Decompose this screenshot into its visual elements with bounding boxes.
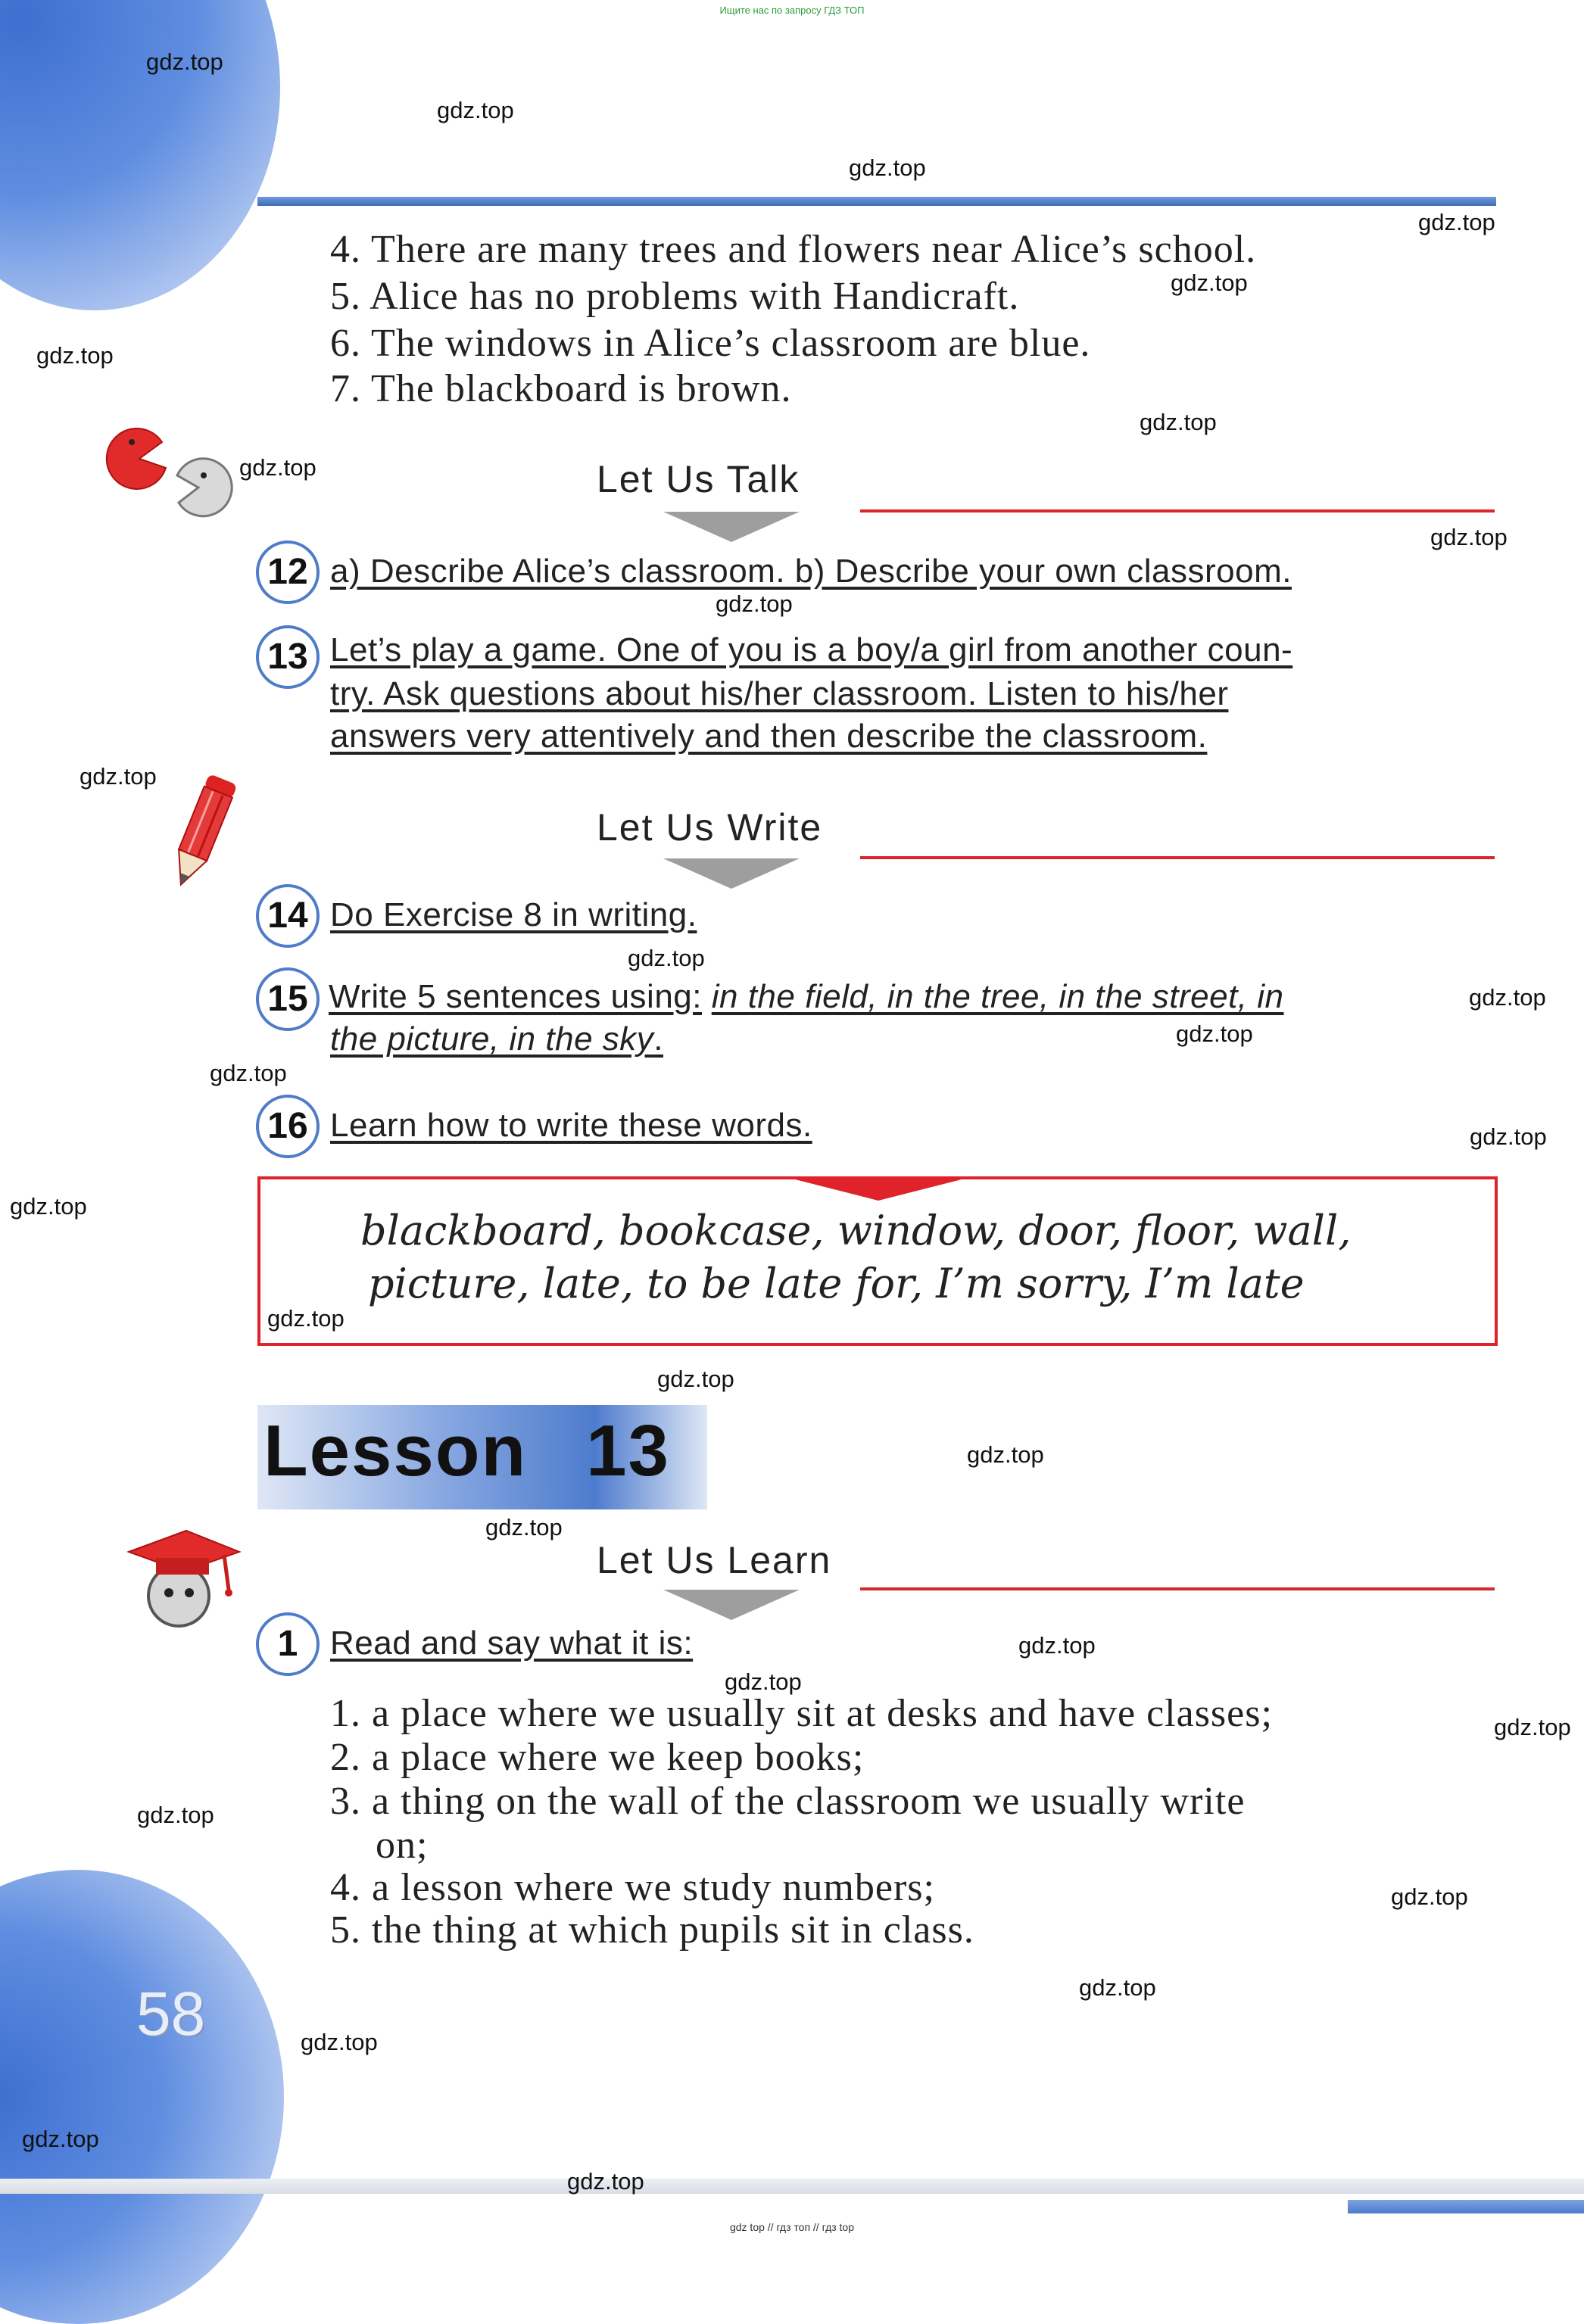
section-title-learn: Let Us Learn — [597, 1539, 832, 1581]
statement-6: 6. The windows in Alice’s classroom are blue. — [330, 322, 1091, 365]
header-note: Ищите нас по запросу ГДЗ ТОП — [719, 5, 865, 16]
task-number-1: 1 — [256, 1612, 320, 1676]
task-14-label: Do Exercise 8 in writing. — [330, 896, 697, 933]
task-15-line-2: the picture, in the sky. — [330, 1020, 663, 1058]
task-13-line-3 — [330, 718, 1207, 755]
task-number-16: 16 — [256, 1095, 320, 1158]
task-15-line-1 — [329, 978, 1284, 1016]
bottom-strip — [0, 2179, 1584, 2194]
watermark: gdz.top — [1018, 1632, 1096, 1659]
watermark: gdz.top — [1494, 1714, 1571, 1740]
watermark: gdz.top — [36, 342, 114, 369]
watermark: gdz.top — [210, 1060, 287, 1086]
watermark: gdz.top — [1140, 409, 1217, 435]
watermark: gdz.top — [267, 1305, 345, 1332]
watermark: gdz.top — [239, 454, 316, 481]
lesson-word: Lesson — [263, 1410, 528, 1491]
watermark: gdz.top — [567, 2168, 644, 2195]
task-13-line-1 — [330, 631, 1292, 669]
lesson-number: 13 — [586, 1410, 670, 1491]
lesson-item-3-cont: on; — [376, 1824, 429, 1867]
watermark: gdz.top — [967, 1441, 1044, 1468]
section-title-write: Let Us Write — [597, 806, 823, 849]
corner-decoration-bottom — [0, 1870, 284, 2324]
task-13-text-3: answers very attentively and then describe the classroom. — [330, 718, 1208, 755]
watermark: gdz.top — [1171, 269, 1248, 296]
task-13-text-2: try. Ask questions about his/her classroom. Listen to his/her — [330, 675, 1229, 712]
task-number-12: 12 — [256, 541, 320, 604]
pacman-icon — [101, 421, 245, 527]
watermark: gdz.top — [137, 1802, 214, 1828]
watermark: gdz.top — [301, 2029, 378, 2055]
watermark: gdz.top — [1469, 984, 1546, 1011]
statement-7: 7. The blackboard is brown. — [330, 367, 792, 410]
section-rule — [860, 1587, 1495, 1590]
section-rule — [860, 509, 1495, 512]
task-15-italic-1: in the field, in the tree, in the street, in — [711, 978, 1284, 1015]
section-arrow — [663, 1590, 800, 1620]
watermark: gdz.top — [1391, 1883, 1468, 1910]
watermark: gdz.top — [80, 763, 157, 790]
lesson-item-2: 2. a place where we keep books; — [330, 1736, 865, 1779]
watermark: gdz.top — [485, 1514, 563, 1541]
footer-note: gdz top // гдз топ // гдз top — [729, 2221, 855, 2233]
watermark: gdz.top — [1418, 209, 1495, 235]
lesson-item-1: 1. a place where we usually sit at desks and have classes; — [330, 1692, 1273, 1735]
page-number: 58 — [136, 1980, 206, 2048]
task-14-text — [330, 896, 697, 934]
watermark: gdz.top — [1470, 1123, 1547, 1150]
vocabulary-box-arrow — [795, 1179, 962, 1201]
lesson-item-5: 5. the thing at which pupils sit in class. — [330, 1908, 974, 1952]
task-16-text — [330, 1107, 812, 1145]
task-16-label: Learn how to write these words. — [330, 1107, 812, 1144]
section-arrow — [663, 512, 800, 542]
bottom-strip-accent — [1348, 2200, 1584, 2213]
task-1-label: Read and say what it is: — [330, 1625, 694, 1662]
task-1-text — [330, 1625, 693, 1662]
task-number-15: 15 — [256, 967, 320, 1031]
watermark: gdz.top — [10, 1193, 87, 1220]
corner-decoration-top — [0, 0, 280, 310]
section-rule — [860, 856, 1495, 859]
task-number-14: 14 — [256, 884, 320, 948]
lesson-item-4: 4. a lesson where we study numbers; — [330, 1866, 935, 1909]
vocabulary-line-2: picture, late, to be late for, I’m sorry, I’m late — [368, 1260, 1305, 1307]
task-13-line-2 — [330, 675, 1228, 713]
watermark: gdz.top — [1176, 1020, 1253, 1047]
watermark: gdz.top — [716, 590, 793, 617]
task-12-label: a) Describe Alice’s classroom. b) Describe your own classroom. — [330, 553, 1292, 590]
task-15-italic-2: the picture, in the sky — [330, 1020, 654, 1058]
watermark: gdz.top — [1079, 1974, 1156, 2001]
watermark: gdz.top — [22, 2126, 99, 2152]
lesson-item-3: 3. a thing on the wall of the classroom we usually write — [330, 1780, 1246, 1823]
task-number-13: 13 — [256, 625, 320, 689]
task-15-prefix: Write 5 sentences using: — [329, 978, 702, 1015]
lesson-heading — [263, 1410, 670, 1493]
statement-4: 4. There are many trees and flowers near Alice’s school. — [330, 228, 1257, 271]
watermark: gdz.top — [1430, 524, 1508, 550]
task-12-text — [330, 553, 1292, 590]
watermark: gdz.top — [628, 945, 705, 971]
graduate-icon — [126, 1525, 247, 1631]
section-title-talk: Let Us Talk — [597, 458, 800, 500]
watermark: gdz.top — [849, 154, 926, 181]
watermark: gdz.top — [146, 48, 223, 75]
watermark: gdz.top — [657, 1366, 734, 1392]
pencil-icon — [161, 768, 244, 896]
statement-5: 5. Alice has no problems with Handicraft. — [330, 275, 1020, 318]
top-divider — [257, 197, 1496, 206]
watermark: gdz.top — [437, 97, 514, 123]
vocabulary-line-1: blackboard, bookcase, window, door, floor, wall, — [360, 1207, 1352, 1254]
section-arrow — [663, 858, 800, 889]
task-13-text-1: Let’s play a game. One of you is a boy/a girl from another coun- — [330, 631, 1293, 668]
watermark: gdz.top — [725, 1668, 802, 1695]
